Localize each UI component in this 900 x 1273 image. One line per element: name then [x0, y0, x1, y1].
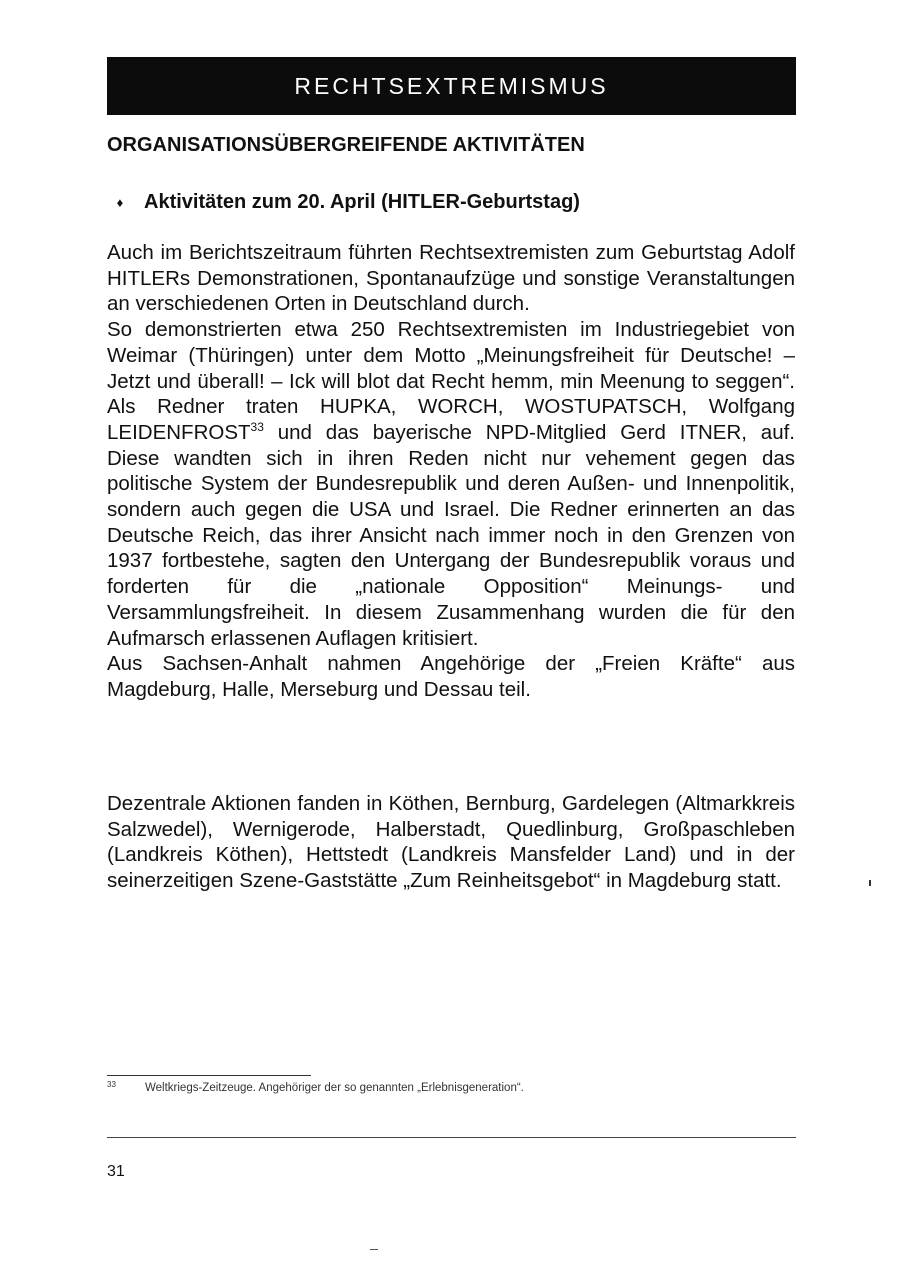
- diamond-bullet-icon: ♦: [116, 195, 124, 210]
- chapter-header-bar: [107, 57, 796, 115]
- paragraph-4: Dezentrale Aktionen fanden in Köthen, Bernburg, Gardelegen (Altmarkkreis Salzwedel), Wernigerode, Halberstadt, Quedlinburg, Großpaschleben (Landkreis Köthen), Hettstedt (Landkreis Mansfelder Land) und in der seinerzeitigen Szene-Gaststätte „Zum Reinheitsgebot“ in Magdeburg statt.: [107, 792, 795, 893]
- paragraph-2: [107, 317, 795, 651]
- paragraph-1: Auch im Berichtszeitraum führten Rechtsextremisten zum Geburtstag Adolf HITLERs Demonstrationen, Spontanaufzüge und sonstige Veranstaltungen an verschiedenen Orten in Deutschland durch.: [107, 241, 795, 316]
- body-text-secondary: [107, 791, 795, 894]
- footnote-text: Weltkriegs-Zeitzeuge. Angehöriger der so genannten „Erlebnisgeneration“.: [145, 1082, 524, 1094]
- paragraph-2-text-b: und das bayerische NPD-Mitglied Gerd ITNER, auf. Diese wandten sich in ihren Reden nicht nur vehement gegen das politische System der Bundesrepublik und deren Außen- und Innenpolitik, sondern auch gegen die USA und Israel. Die Redner erinnerten an das Deutsche Reich, das ihrer Ansicht nach immer noch in den Grenzen von 1937 fortbestehe, sagten den Untergang der Bundesrepublik voraus und forderten für die „nationale Opposition“ Meinungs- und Versammlungsfreiheit. In diesem Zusammenhang wurden die für den Aufmarsch erlassenen Auflagen kritisiert.: [107, 420, 795, 650]
- body-text-main: [107, 240, 795, 703]
- footnote-divider: [107, 1075, 311, 1076]
- chapter-title: RECHTSEXTREMISMUS: [294, 72, 609, 99]
- footnote: [107, 1080, 524, 1094]
- section-heading: ORGANISATIONSÜBERGREIFENDE AKTIVITÄTEN: [107, 134, 585, 156]
- scan-mark: [370, 1249, 378, 1250]
- paragraph-3: Aus Sachsen-Anhalt nahmen Angehörige der „Freien Kräfte“ aus Magdeburg, Halle, Merseburg und Dessau teil.: [107, 652, 795, 701]
- subsection-heading: [110, 191, 580, 214]
- footnote-reference: 33: [250, 419, 264, 434]
- margin-mark: [869, 880, 871, 886]
- page-footer-divider: [107, 1137, 796, 1138]
- footnote-number: 33: [107, 1080, 116, 1089]
- page-number: 31: [107, 1163, 125, 1180]
- paragraph-2-text-a: So demonstrierten etwa 250 Rechtsextremisten im Industriegebiet von Weimar (Thüringen) unter dem Motto „Meinungsfreiheit für Deutsche! – Jetzt und überall! – Ick will blot dat Recht hemm, min Meenung to seggen“. Als Redner traten HUPKA, WORCH, WOSTUPATSCH, Wolfgang LEIDENFROST: [107, 318, 795, 444]
- subsection-title: Aktivitäten zum 20. April (HITLER-Geburtstag): [144, 191, 580, 213]
